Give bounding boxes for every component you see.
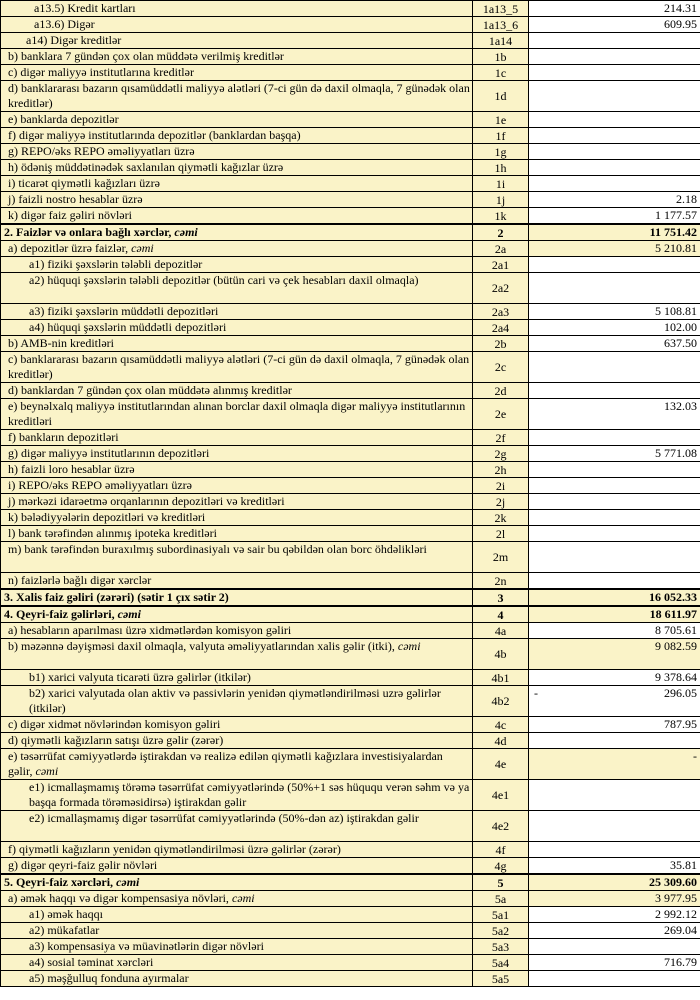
table-row (1, 81, 700, 112)
row-label (1, 33, 473, 49)
row-code: 2h (473, 462, 529, 478)
row-code: 5a (473, 891, 529, 907)
row-label-text: e2) icmallaşmamış digər təsərrüfat cəmiyyətlərində (50%-dən az) iştirakdan gəlir (29, 811, 419, 825)
row-value (529, 717, 700, 733)
row-label (1, 462, 473, 478)
row-code: 1c (473, 65, 529, 81)
row-code: 2j (473, 494, 529, 510)
table-row (1, 128, 700, 144)
row-code: 2k (473, 510, 529, 526)
row-label-text: k) digər faiz gəliri növləri (8, 208, 132, 222)
row-value-number: 11 751.42 (649, 225, 697, 239)
row-value (529, 874, 700, 891)
row-label-text: a) əmək haqqı və digər kompensasiya növləri, (8, 891, 232, 905)
row-code: 5a3 (473, 939, 529, 955)
row-value (529, 462, 700, 478)
row-label-text: b1) xarici valyuta ticarəti üzrə gəlirlər (itkilər) (29, 670, 251, 684)
row-value-number: 35.81 (670, 858, 697, 872)
table-row (1, 430, 700, 446)
row-label (1, 192, 473, 208)
table-row (1, 383, 700, 399)
row-label-text: 4. Qeyri-faiz gəlirləri, (4, 607, 118, 621)
table-row (1, 33, 700, 49)
table-row (1, 573, 700, 590)
row-code: 1b (473, 49, 529, 65)
row-label-text: i) REPO/əks REPO əməliyyatları üzrə (8, 478, 192, 492)
table-row (1, 336, 700, 352)
row-label-text: g) REPO/əks REPO əməliyyatları üzrə (8, 144, 195, 158)
row-label (1, 49, 473, 65)
table-row (1, 176, 700, 192)
row-label-italic-suffix: cəmi (131, 241, 154, 255)
row-label (1, 670, 473, 686)
row-code: 4g (473, 858, 529, 875)
row-value-number: 25 309.60 (649, 875, 697, 889)
row-label (1, 176, 473, 192)
table-row (1, 494, 700, 510)
row-value-number: 132.03 (664, 399, 697, 413)
row-value-number: 787.95 (664, 717, 697, 731)
row-value (529, 891, 700, 907)
row-label-italic-suffix: cəmi (231, 891, 255, 905)
table-row (1, 257, 700, 273)
row-label-text: a1) fiziki şəxslərin tələbli depozitlər (29, 257, 203, 271)
row-label-italic-suffix: cəmi (174, 225, 198, 239)
row-value (529, 955, 700, 971)
row-value-number: 5 771.08 (655, 446, 697, 460)
row-value-number: 5 108.81 (655, 304, 697, 318)
row-value (529, 176, 700, 192)
row-code: 2l (473, 526, 529, 542)
row-label (1, 208, 473, 225)
row-code: 4b2 (473, 686, 529, 717)
row-value (529, 352, 700, 383)
row-value (529, 478, 700, 494)
row-label-text: b) məzənnə dəyişməsi daxil olmaqla, valyuta əməliyyatlarından xalis gəlir (itki), (8, 639, 398, 653)
row-label (1, 542, 473, 573)
row-label (1, 733, 473, 749)
table-row (1, 1, 700, 17)
row-label (1, 257, 473, 273)
row-value (529, 33, 700, 49)
row-label-text: e1) icmallaşmamış törəmə təsərrüfat cəmiyyətlərində (50%+1 səs hüququ verən səhm və ya başqa formada törəməsidirsə) iştirakdan gəlir (29, 780, 470, 809)
row-label (1, 320, 473, 336)
row-value-number: 609.95 (664, 17, 697, 31)
row-label (1, 623, 473, 639)
row-code: 2a3 (473, 304, 529, 320)
row-label (1, 352, 473, 383)
row-label (1, 160, 473, 176)
row-value (529, 81, 700, 112)
row-value-number: 5 210.81 (655, 241, 697, 255)
row-value (529, 686, 700, 717)
row-label (1, 749, 473, 780)
row-label (1, 383, 473, 399)
row-value (529, 811, 700, 842)
row-label-text: j) faizli nostro hesablar üzrə (8, 192, 143, 206)
row-label (1, 842, 473, 858)
row-code: 3 (473, 589, 529, 606)
row-label (1, 891, 473, 907)
row-value-number: - (693, 749, 697, 763)
row-value (529, 670, 700, 686)
table-row (1, 686, 700, 717)
table-row (1, 939, 700, 955)
row-value-number: 2.18 (676, 192, 697, 206)
table-row (1, 478, 700, 494)
row-label (1, 241, 473, 257)
row-value (529, 208, 700, 225)
row-code: 4a (473, 623, 529, 639)
row-label-text: a5) məşğulluq fonduna ayırmalar (29, 971, 189, 985)
row-label (1, 907, 473, 923)
table-row (1, 192, 700, 208)
row-label-text: a4) hüquqi şəxslərin müddətli depozitləri (29, 320, 227, 334)
row-value-number: 296.05 (664, 686, 697, 700)
row-code: 1a13_5 (473, 1, 529, 17)
row-value (529, 542, 700, 573)
row-label (1, 686, 473, 717)
row-value-number: 102.00 (664, 320, 697, 334)
row-label-text: g) digər maliyyə institutlarının depozitləri (8, 446, 210, 460)
row-value (529, 224, 700, 241)
row-label-text: h) ödəniş müddətinədək saxlanılan qiymətli kağızlar üzrə (8, 160, 284, 174)
table-row (1, 733, 700, 749)
table-row (1, 144, 700, 160)
row-code: 4b (473, 639, 529, 670)
row-label-text: f) qiymətli kağızların yenidən qiymətləndirilməsi üzrə gəlirlər (zərər) (8, 842, 341, 856)
row-label (1, 494, 473, 510)
row-label (1, 304, 473, 320)
row-value (529, 273, 700, 304)
row-code: 5a2 (473, 923, 529, 939)
row-label (1, 573, 473, 590)
row-label (1, 639, 473, 670)
row-value (529, 17, 700, 33)
row-value-number: 269.04 (664, 923, 697, 937)
row-value (529, 383, 700, 399)
row-label (1, 858, 473, 875)
row-label (1, 17, 473, 33)
row-label (1, 923, 473, 939)
row-code: 4b1 (473, 670, 529, 686)
row-code: 2c (473, 352, 529, 383)
row-label-text: f) digər maliyyə institutlarında depozitlər (banklardan başqa) (8, 128, 301, 142)
row-label-text: a2) hüquqi şəxslərin tələbli depozitlər (bütün cari və çek hesabları daxil olmaqla) (29, 273, 419, 287)
row-label-text: c) digər xidmət növlərindən komisyon gəliri (8, 717, 221, 731)
row-label-text: a) hesabların aparılması üzrə xidmətlərdən komisyon gəliri (8, 623, 292, 637)
row-label-text: a13.6) Digər (34, 17, 95, 31)
row-value (529, 733, 700, 749)
table-row (1, 639, 700, 670)
row-value-number: 716.79 (664, 955, 697, 969)
table-row (1, 304, 700, 320)
table-row (1, 241, 700, 257)
table-row (1, 891, 700, 907)
row-label-text: d) banklararası bazarın qısamüddətli maliyyə alətləri (7-ci gün də daxil olmaqla, 7 günədək olan kreditlər) (8, 81, 470, 110)
row-label-text: a13.5) Kredit kartları (34, 1, 136, 15)
row-label-text: g) digər qeyri-faiz gəlir növləri (8, 858, 158, 872)
row-value (529, 749, 700, 780)
row-label-text: 2. Faizlər və onlara bağlı xərclər, (4, 225, 175, 239)
row-code: 1j (473, 192, 529, 208)
row-code: 2a4 (473, 320, 529, 336)
row-label (1, 780, 473, 811)
table-row (1, 224, 700, 241)
row-label-text: j) mərkəzi idarəetmə orqanlarının depozitləri və kreditləri (8, 494, 285, 508)
row-code: 1i (473, 176, 529, 192)
row-label-text: e) təsərrüfat cəmiyyətlərdə iştirakdan və realizə edilən qiymətli kağızlara investisiyalardan gəlir, (8, 749, 443, 778)
row-value-number: 637.50 (664, 336, 697, 350)
row-value (529, 257, 700, 273)
row-label-text: a2) mükafatlar (29, 923, 100, 937)
row-label-text: i) ticarət qiymətli kağızları üzrə (8, 176, 160, 190)
table-row (1, 49, 700, 65)
row-label-text: 5. Qeyri-faiz xərcləri, (4, 875, 117, 889)
table-row (1, 749, 700, 780)
row-value (529, 971, 700, 987)
row-label (1, 128, 473, 144)
row-label (1, 273, 473, 304)
row-value (529, 399, 700, 430)
row-code: 1k (473, 208, 529, 225)
table-row (1, 670, 700, 686)
row-value (529, 526, 700, 542)
row-value (529, 446, 700, 462)
row-value (529, 842, 700, 858)
table-row (1, 352, 700, 383)
row-value (529, 112, 700, 128)
row-code: 2m (473, 542, 529, 573)
row-value (529, 430, 700, 446)
row-value-number: 8 705.61 (655, 623, 697, 637)
row-label-text: f) bankların depozitləri (8, 430, 119, 444)
table-row (1, 399, 700, 430)
row-label-text: b) banklara 7 gündən çox olan müddətə verilmiş kreditlər (8, 49, 284, 63)
row-value (529, 606, 700, 623)
row-label-text: k) bələdiyyələrin depozitləri və kreditləri (8, 510, 206, 524)
row-value-number: 1 177.57 (655, 208, 697, 222)
table-row (1, 780, 700, 811)
row-label-text: m) bank tərəfindən buraxılmış subordinasiyalı və sair bu qəbildən olan borc öhdəlikləri (8, 542, 427, 556)
row-label-text: c) banklararası bazarın qısamüddətli maliyyə alətləri (7-ci gün də daxil olmaqla, 7 günədək olan kreditlər) (8, 352, 470, 381)
row-label-text: a) depozitlər üzrə faizlər, (8, 241, 132, 255)
row-value-number: 9 082.59 (655, 639, 697, 653)
table-row (1, 717, 700, 733)
row-code: 2e (473, 399, 529, 430)
row-label-text: d) banklardan 7 gündən çox olan müddətə alınmış kreditlər (8, 383, 292, 397)
table-row (1, 589, 700, 606)
row-label (1, 1, 473, 17)
row-label (1, 224, 473, 241)
row-label-italic-suffix: cəmi (116, 875, 140, 889)
table-row (1, 526, 700, 542)
row-code: 2a (473, 241, 529, 257)
row-value (529, 65, 700, 81)
row-value (529, 304, 700, 320)
table-row (1, 923, 700, 939)
table-row (1, 65, 700, 81)
row-value (529, 923, 700, 939)
row-label (1, 144, 473, 160)
row-label (1, 971, 473, 987)
row-value (529, 144, 700, 160)
table-row (1, 208, 700, 225)
row-code: 1h (473, 160, 529, 176)
row-code: 2f (473, 430, 529, 446)
row-label-text: d) qiymətli kağızların satışı üzrə gəlir (zərər) (8, 733, 224, 747)
row-label-text: b) AMB-nin kreditləri (8, 336, 114, 350)
row-code: 4f (473, 842, 529, 858)
table-row (1, 811, 700, 842)
row-label-italic-suffix: cəmi (117, 607, 141, 621)
row-value-number: 3 977.95 (655, 891, 697, 905)
table-row (1, 858, 700, 875)
row-value-number: 18 611.97 (649, 607, 697, 621)
row-label-text: e) banklarda depozitlər (8, 112, 119, 126)
row-code: 4e2 (473, 811, 529, 842)
row-label (1, 939, 473, 955)
row-code: 1a14 (473, 33, 529, 49)
row-label (1, 811, 473, 842)
row-value (529, 1, 700, 17)
row-code: 4e (473, 749, 529, 780)
table-row (1, 606, 700, 623)
row-code: 2a1 (473, 257, 529, 273)
row-code: 5a1 (473, 907, 529, 923)
table-row (1, 320, 700, 336)
row-code: 2d (473, 383, 529, 399)
row-code: 2g (473, 446, 529, 462)
table-row (1, 446, 700, 462)
row-label-text: n) faizlərlə bağlı digər xərclər (8, 573, 152, 587)
row-value (529, 160, 700, 176)
row-label (1, 874, 473, 891)
row-code: 2 (473, 224, 529, 241)
row-value (529, 336, 700, 352)
table-row (1, 623, 700, 639)
row-code: 4 (473, 606, 529, 623)
row-value (529, 907, 700, 923)
row-label (1, 955, 473, 971)
row-label (1, 589, 473, 606)
row-value (529, 128, 700, 144)
row-label (1, 510, 473, 526)
table-row (1, 273, 700, 304)
row-code: 1g (473, 144, 529, 160)
row-value-number: 16 052.33 (649, 590, 697, 604)
table-row (1, 510, 700, 526)
row-label (1, 65, 473, 81)
row-label (1, 399, 473, 430)
table-row (1, 17, 700, 33)
row-label (1, 81, 473, 112)
row-code: 4d (473, 733, 529, 749)
row-label-text: 3. Xalis faiz gəliri (zərəri) (sətir 1 çıx sətir 2) (4, 590, 229, 604)
row-label-italic-suffix: cəmi (397, 639, 421, 653)
row-label (1, 526, 473, 542)
row-value-number: 9 378.64 (655, 670, 697, 684)
table-row (1, 842, 700, 858)
row-value (529, 623, 700, 639)
row-code: 2n (473, 573, 529, 590)
row-label (1, 336, 473, 352)
row-code: 4e1 (473, 780, 529, 811)
row-label-text: l) bank tərəfindən alınmış ipoteka kreditləri (8, 526, 217, 540)
row-label-text: a4) sosial təminat xərcləri (29, 955, 154, 969)
row-value (529, 241, 700, 257)
row-value (529, 858, 700, 875)
row-value (529, 639, 700, 670)
row-code: 5a5 (473, 971, 529, 987)
table-row (1, 542, 700, 573)
table-row (1, 462, 700, 478)
row-value-number: 2 992.12 (655, 907, 697, 921)
row-label (1, 430, 473, 446)
row-label (1, 478, 473, 494)
row-label-text: a3) kompensasiya və müavinətlərin digər növləri (29, 939, 264, 953)
row-code: 5a4 (473, 955, 529, 971)
row-value (529, 494, 700, 510)
row-value (529, 192, 700, 208)
row-label-text: a1) əmək haqqı (29, 907, 103, 921)
table-row (1, 112, 700, 128)
row-code: 1a13_6 (473, 17, 529, 33)
table-row (1, 874, 700, 891)
row-label-text: a14) Digər kreditlər (26, 33, 122, 47)
row-label (1, 446, 473, 462)
row-value (529, 589, 700, 606)
row-label-text: e) beynəlxalq maliyyə institutlarından alınan borclar daxil olmaqla digər maliyyə institutlarının kreditləri (8, 399, 466, 428)
row-value (529, 49, 700, 65)
row-code: 2a2 (473, 273, 529, 304)
row-label-text: b2) xarici valyutada olan aktiv və passivlərin yenidən qiymətləndirilməsi uzrə gəlirlər (itkilər) (29, 686, 441, 715)
row-code: 2i (473, 478, 529, 494)
row-label-text: c) digər maliyyə institutlarına kreditlər (8, 65, 194, 79)
row-label-text: h) faizli loro hesablar üzrə (8, 462, 135, 476)
row-value (529, 573, 700, 590)
row-code: 1d (473, 81, 529, 112)
row-value (529, 939, 700, 955)
row-code: 2b (473, 336, 529, 352)
table-row (1, 907, 700, 923)
row-code: 4c (473, 717, 529, 733)
row-value (529, 780, 700, 811)
row-value (529, 510, 700, 526)
row-label-text: a3) fiziki şəxslərin müddətli depozitləri (29, 304, 219, 318)
table-row (1, 971, 700, 987)
row-code: 1f (473, 128, 529, 144)
row-code: 1e (473, 112, 529, 128)
table-body (1, 1, 700, 987)
row-label (1, 717, 473, 733)
table-row (1, 160, 700, 176)
table-row (1, 955, 700, 971)
negative-dash: - (534, 686, 538, 700)
row-label (1, 112, 473, 128)
row-value (529, 320, 700, 336)
row-label-italic-suffix: cəmi (35, 764, 59, 778)
row-value-number: 214.31 (664, 1, 697, 15)
row-label (1, 606, 473, 623)
row-code: 5 (473, 874, 529, 891)
